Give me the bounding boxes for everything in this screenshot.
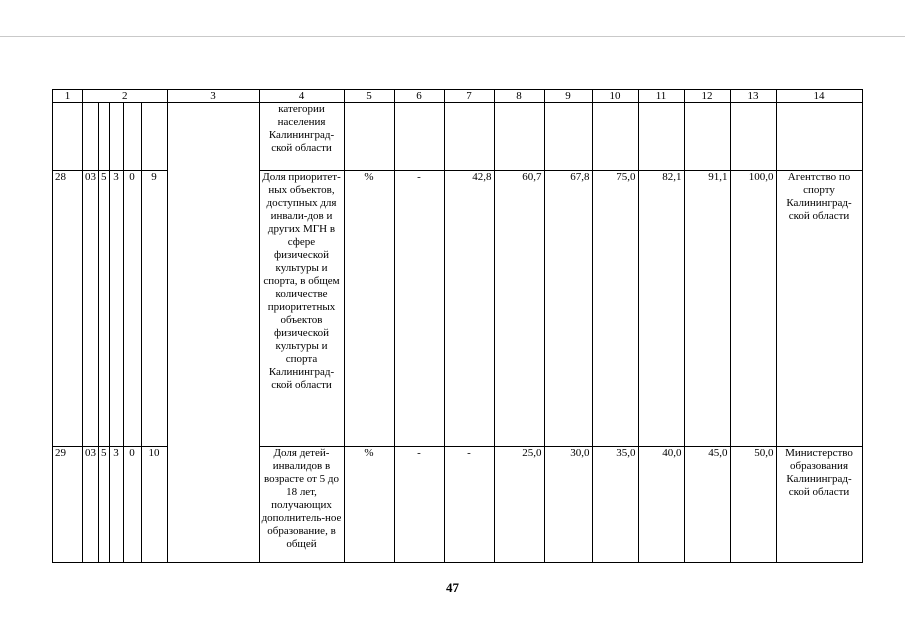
value-cell: 40,0: [638, 447, 684, 563]
value-cell: 67,8: [544, 171, 592, 447]
code-cell: [99, 103, 110, 171]
header-cell: 14: [776, 90, 862, 103]
header-cell: 13: [730, 90, 776, 103]
header-cell: 8: [494, 90, 544, 103]
value-cell: -: [444, 447, 494, 563]
value-cell: [592, 103, 638, 171]
value-cell: 100,0: [730, 171, 776, 447]
responsible-cell: Министерство образования Калининград-ской области: [776, 447, 862, 563]
value-cell: 75,0: [592, 171, 638, 447]
code-cell: 03: [83, 447, 99, 563]
value-cell: -: [394, 171, 444, 447]
value-cell: -: [394, 447, 444, 563]
unit-cell: %: [344, 447, 394, 563]
unit-cell: %: [344, 171, 394, 447]
code-cell: [123, 103, 141, 171]
header-cell: 4: [259, 90, 344, 103]
code-cell: [83, 103, 99, 171]
header-cell: 5: [344, 90, 394, 103]
header-cell: 11: [638, 90, 684, 103]
indicator-name: Доля приоритет-ных объектов, доступных для инвали-дов и других МГН в сфере физической культуры и спорта, в общем количестве приоритетных объектов физической культуры и спорта Калининград-ской области: [259, 171, 344, 447]
top-rule: [0, 36, 905, 37]
indicator-name: категории населения Калининград-ской области: [259, 103, 344, 171]
value-cell: 35,0: [592, 447, 638, 563]
table-row: [53, 103, 863, 171]
row-number: [53, 103, 83, 171]
header-cell: 10: [592, 90, 638, 103]
header-cell: 9: [544, 90, 592, 103]
value-cell: [684, 103, 730, 171]
indicator-name: Доля детей-инвалидов в возрасте от 5 до 18 лет, получающих дополнитель-ное образование, в общей: [259, 447, 344, 563]
value-cell: 60,7: [494, 171, 544, 447]
header-row: [53, 90, 863, 103]
code-cell: 9: [141, 171, 167, 447]
value-cell: 50,0: [730, 447, 776, 563]
code-cell: 3: [109, 447, 123, 563]
value-cell: [394, 103, 444, 171]
code-cell: 0: [123, 447, 141, 563]
header-cell: 1: [53, 90, 83, 103]
header-cell: 3: [167, 90, 259, 103]
code-cell: [141, 103, 167, 171]
unit-cell: [344, 103, 394, 171]
value-cell: 42,8: [444, 171, 494, 447]
responsible-cell: [776, 103, 862, 171]
value-cell: [444, 103, 494, 171]
value-cell: 25,0: [494, 447, 544, 563]
header-cell: 7: [444, 90, 494, 103]
value-cell: 30,0: [544, 447, 592, 563]
code-cell: 5: [99, 171, 110, 447]
value-cell: 91,1: [684, 171, 730, 447]
value-cell: 45,0: [684, 447, 730, 563]
responsible-cell: Агентство по спорту Калининград-ской области: [776, 171, 862, 447]
value-cell: [494, 103, 544, 171]
header-cell: 6: [394, 90, 444, 103]
code-cell: [109, 103, 123, 171]
value-cell: [544, 103, 592, 171]
code-cell: 0: [123, 171, 141, 447]
value-cell: [730, 103, 776, 171]
header-cell: 2: [83, 90, 168, 103]
code-cell: 3: [109, 171, 123, 447]
indicators-table: [52, 89, 863, 563]
code-cell: 5: [99, 447, 110, 563]
value-cell: [638, 103, 684, 171]
row-number: 28: [53, 171, 83, 447]
value-cell: 82,1: [638, 171, 684, 447]
code-cell: 10: [141, 447, 167, 563]
page-number: 47: [446, 580, 459, 595]
code-cell: 03: [83, 171, 99, 447]
header-cell: 12: [684, 90, 730, 103]
column-3-cell: [167, 103, 259, 563]
row-number: 29: [53, 447, 83, 563]
